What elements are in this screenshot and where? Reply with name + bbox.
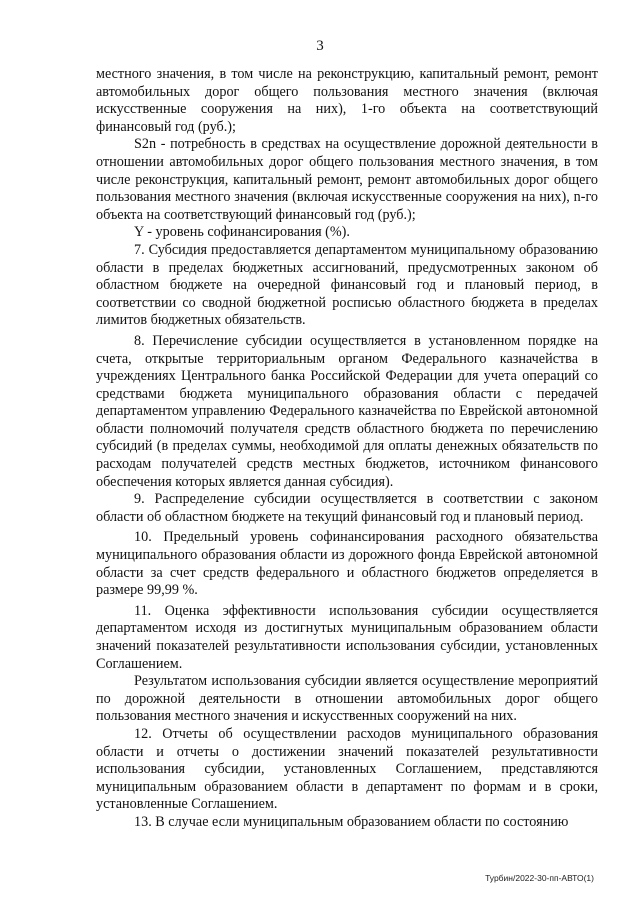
paragraph-result: Результатом использования субсидии является осуществление мероприятий по дорожной деятельности в отношении автомобильных дорог общего пользования местного значения и искусственных сооружений на них. xyxy=(96,673,598,725)
paragraph-y-definition: Y - уровень софинансирования (%). xyxy=(134,224,350,241)
paragraph-continuation: местного значения, в том числе на реконструкцию, капитальный ремонт, ремонт автомобильных дорог общего пользования местного значения (включая искусственные сооружения на них), 1-го объекта на соответствующий финансовый год (руб.); xyxy=(96,66,598,135)
paragraph-item-11: 11. Оценка эффективности использования субсидии осуществляется департаментом исходя из достигнутых муниципальным образованием области значений показателей результативности использования субсидии, установленных Соглашением. xyxy=(96,602,598,672)
page-number: 3 xyxy=(316,38,324,54)
paragraph-item-8: 8. Перечисление субсидии осуществляется в установленном порядке на счета, открытые территориальным органом Федерального казначейства в учреждениях Центрального банка Российской Федерации для учета операций со средствами бюджета муниципального образования области с передачей департаментом управлению Федерального казначейства по Еврейской автономной области полномочий получателя средств областного бюджета по перечислению субсидий (в пределах суммы, необходимой для оплаты денежных обязательств по расходам получателей средств местных бюджетов, источником финансового обеспечения которых является данная субсидия). xyxy=(96,332,598,490)
paragraph-s2n-definition: S2n - потребность в средствах на осуществление дорожной деятельности в отношении автомобильных дорог общего пользования местного значения, в том числе реконструкция, капитальный ремонт, ремонт автомобильных дорог общего пользования местного значения (включая искусственные сооружения на них), n-го объекта на соответствующий финансовый год (руб.); xyxy=(96,136,598,223)
paragraph-item-10: 10. Предельный уровень софинансирования расходного обязательства муниципального образования области из дорожного фонда Еврейской автономной области за счет средств федерального и областного бюджетов определяется в размере 99,99 %. xyxy=(96,529,598,599)
document-code: Турбин/2022-30-пп-АВТО(1) xyxy=(485,873,594,883)
document-body xyxy=(96,66,598,832)
paragraph-item-13: 13. В случае если муниципальным образованием области по состоянию xyxy=(134,813,569,830)
paragraph-item-7: 7. Субсидия предоставляется департаментом муниципальному образованию области в пределах бюджетных ассигнований, предусмотренных законом об областном бюджете на очередной финансовый год и плановый период, в соответствии со сводной бюджетной росписью областного бюджета в пределах лимитов бюджетных обязательств. xyxy=(96,241,598,329)
paragraph-item-12: 12. Отчеты об осуществлении расходов муниципального образования области и отчеты о достижении значений показателей результативности использования субсидии, установленных Соглашением, представляются муниципальным образованием области в департамент по формам и в сроки, установленные Соглашением. xyxy=(96,725,598,813)
paragraph-item-9: 9. Распределение субсидии осуществляется в соответствии с законом области об областном бюджете на текущий финансовый год и плановый период. xyxy=(96,491,598,525)
